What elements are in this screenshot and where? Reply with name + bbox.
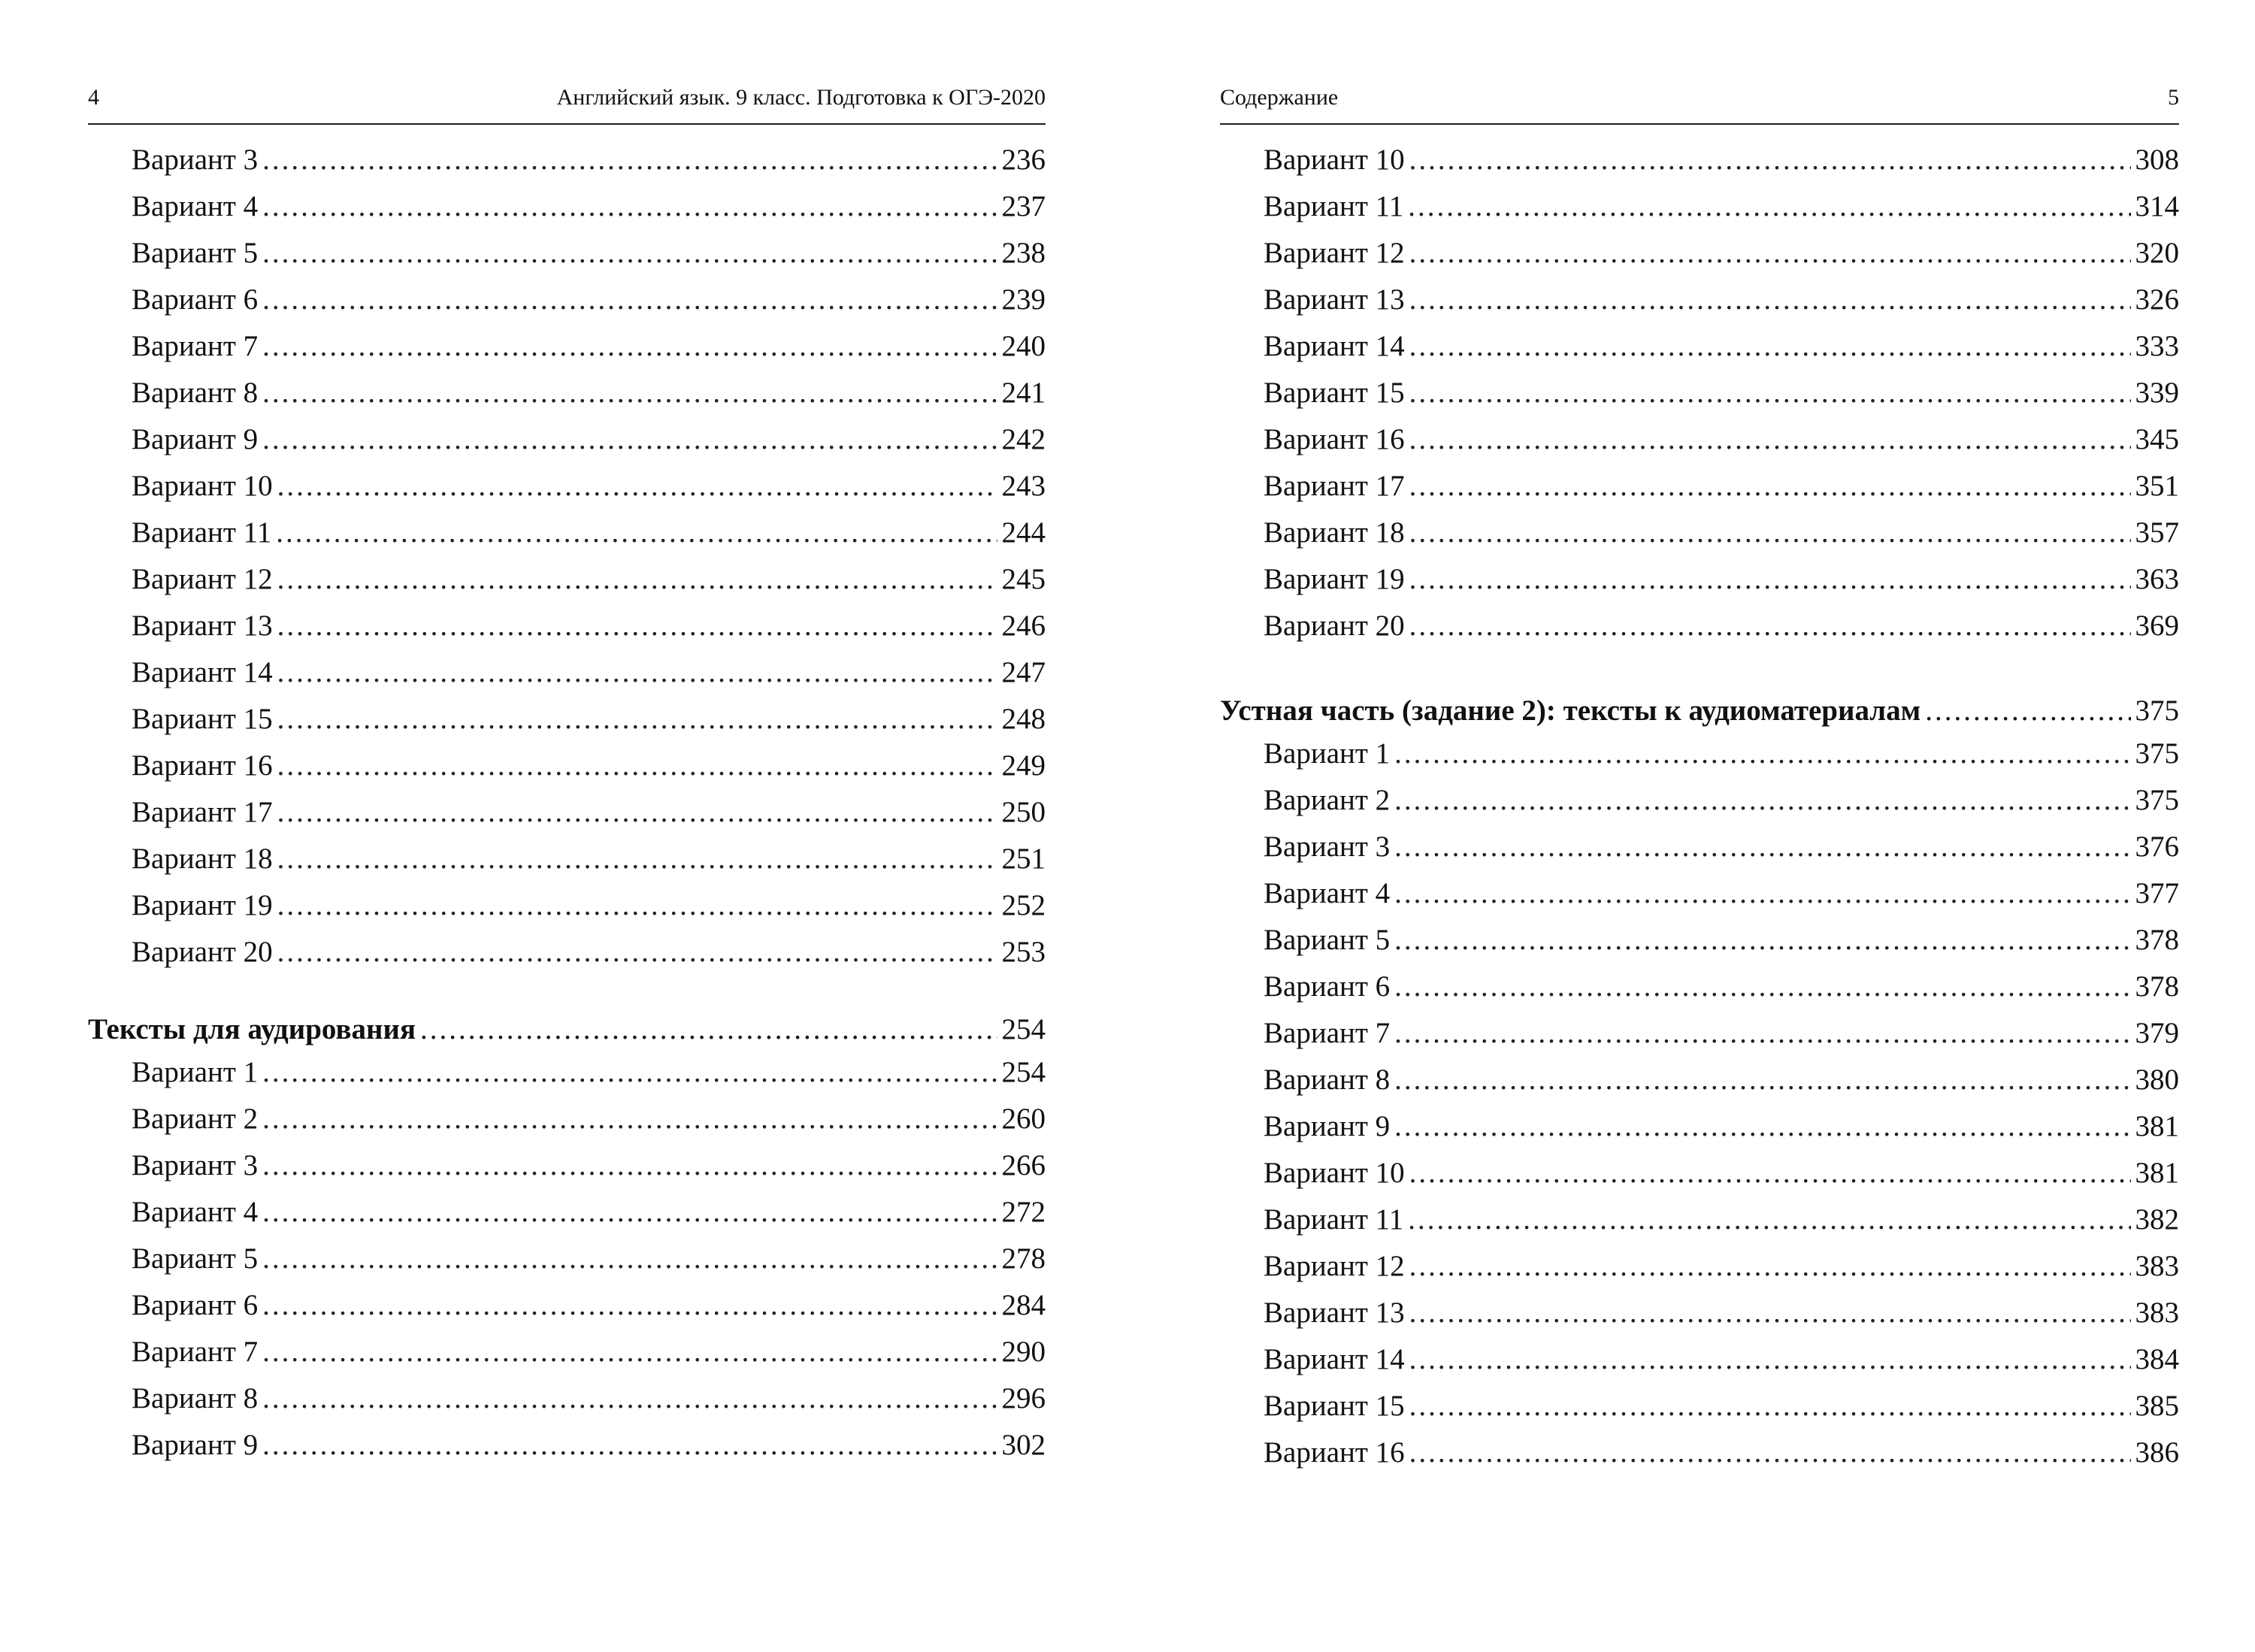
- dot-leader: [276, 510, 997, 556]
- toc-entry-page: 237: [1001, 190, 1046, 222]
- toc-entry-page: 254: [1001, 1056, 1046, 1088]
- toc-entry-page: 236: [1001, 144, 1046, 176]
- toc-entry-label: Вариант 12: [132, 563, 273, 595]
- dot-leader: [1409, 463, 2131, 510]
- toc-entry-label: Вариант 7: [132, 330, 259, 362]
- toc-entry[interactable]: [1220, 416, 2179, 463]
- toc-entry-page: 333: [2135, 330, 2179, 362]
- dot-leader: [262, 370, 997, 416]
- page-number: 4: [88, 85, 99, 110]
- toc-entry-page: 378: [2135, 970, 2179, 1003]
- dot-leader: [277, 789, 997, 836]
- toc-entry-page: 253: [1001, 936, 1046, 968]
- toc-entry-page: 326: [2135, 283, 2179, 316]
- dot-leader: [262, 1189, 997, 1236]
- dot-leader: [262, 1422, 997, 1469]
- toc-entry-label: Вариант 10: [1264, 144, 1405, 176]
- toc-entry[interactable]: [88, 743, 1046, 789]
- toc-entry[interactable]: [1220, 1243, 2179, 1290]
- toc-entry-page: 308: [2135, 144, 2179, 176]
- toc-entry-label: Вариант 4: [132, 190, 259, 222]
- toc-entry-page: 369: [2135, 610, 2179, 642]
- toc-group: [1220, 137, 2179, 649]
- running-head: [1220, 78, 2179, 125]
- toc-entry-page: 383: [2135, 1296, 2179, 1329]
- table-of-contents: [88, 137, 1046, 1469]
- toc-entry-page: 243: [1001, 470, 1046, 502]
- toc-entry[interactable]: [88, 1049, 1046, 1096]
- toc-entry-page: 296: [1001, 1382, 1046, 1414]
- toc-section-page: 375: [2135, 694, 2179, 727]
- toc-entry-label: Вариант 19: [132, 889, 273, 921]
- toc-entry-page: 339: [2135, 377, 2179, 409]
- toc-entry[interactable]: [88, 929, 1046, 976]
- toc-entry[interactable]: [1220, 917, 2179, 964]
- toc-entry-label: Вариант 4: [1264, 877, 1391, 909]
- toc-entry-label: Вариант 2: [1264, 784, 1391, 816]
- toc-entry[interactable]: [1220, 137, 2179, 183]
- toc-entry-label: Вариант 6: [132, 1289, 259, 1321]
- toc-entry[interactable]: [88, 323, 1046, 370]
- dot-leader: [1409, 370, 2131, 416]
- toc-entry-page: 320: [2135, 237, 2179, 269]
- dot-leader: [1394, 1010, 2130, 1057]
- dot-leader: [262, 277, 997, 323]
- dot-leader: [1409, 323, 2131, 370]
- toc-entry-label: Вариант 15: [1264, 377, 1405, 409]
- toc-entry-page: 375: [2135, 784, 2179, 816]
- toc-entry[interactable]: [88, 1329, 1046, 1375]
- dot-leader: [1394, 824, 2130, 870]
- toc-entry-label: Вариант 19: [1264, 563, 1405, 595]
- dot-leader: [420, 1010, 997, 1049]
- dot-leader: [262, 416, 997, 463]
- dot-leader: [262, 1375, 997, 1422]
- toc-entry-label: Вариант 8: [132, 377, 259, 409]
- dot-leader: [1409, 277, 2131, 323]
- left-page: [88, 0, 1046, 1652]
- toc-entry-label: Вариант 8: [132, 1382, 259, 1414]
- dot-leader: [277, 929, 997, 976]
- toc-group: [1220, 731, 2179, 1476]
- toc-entry-page: 240: [1001, 330, 1046, 362]
- toc-entry-label: Вариант 2: [132, 1103, 259, 1135]
- toc-entry-page: 363: [2135, 563, 2179, 595]
- toc-entry-page: 278: [1001, 1242, 1046, 1275]
- toc-entry-page: 375: [2135, 737, 2179, 770]
- toc-entry-label: Вариант 6: [132, 283, 259, 316]
- dot-leader: [277, 696, 997, 743]
- dot-leader: [1409, 416, 2131, 463]
- dot-leader: [277, 556, 997, 603]
- running-title: Содержание: [1220, 85, 1339, 110]
- dot-leader: [1409, 603, 2131, 649]
- toc-entry-label: Вариант 9: [132, 423, 259, 455]
- dot-leader: [262, 230, 997, 277]
- toc-entry-page: 351: [2135, 470, 2179, 502]
- toc-entry-page: 382: [2135, 1203, 2179, 1236]
- toc-entry[interactable]: [1220, 603, 2179, 649]
- toc-entry[interactable]: [88, 463, 1046, 510]
- running-title: Английский язык. 9 класс. Подготовка к ОГЭ-2020: [556, 85, 1046, 110]
- dot-leader: [262, 1236, 997, 1282]
- toc-entry[interactable]: [1220, 323, 2179, 370]
- toc-entry-page: 245: [1001, 563, 1046, 595]
- toc-entry[interactable]: [88, 183, 1046, 230]
- toc-entry[interactable]: [88, 230, 1046, 277]
- dot-leader: [262, 1049, 997, 1096]
- toc-entry-page: 381: [2135, 1110, 2179, 1142]
- toc-entry-page: 241: [1001, 377, 1046, 409]
- toc-entry-page: 272: [1001, 1196, 1046, 1228]
- toc-entry-page: 290: [1001, 1336, 1046, 1368]
- section-gap: [88, 976, 1046, 1010]
- toc-entry-page: 302: [1001, 1429, 1046, 1461]
- toc-entry[interactable]: [88, 556, 1046, 603]
- toc-entry-label: Вариант 12: [1264, 237, 1405, 269]
- dot-leader: [1394, 870, 2130, 917]
- toc-entry[interactable]: [1220, 1057, 2179, 1103]
- toc-entry-page: 380: [2135, 1064, 2179, 1096]
- toc-entry-label: Вариант 14: [1264, 330, 1405, 362]
- toc-entry-label: Вариант 7: [132, 1336, 259, 1368]
- toc-entry-page: 247: [1001, 656, 1046, 688]
- toc-entry-page: 248: [1001, 703, 1046, 735]
- toc-entry-page: 284: [1001, 1289, 1046, 1321]
- toc-entry-page: 379: [2135, 1017, 2179, 1049]
- toc-entry-label: Вариант 8: [1264, 1064, 1391, 1096]
- toc-entry[interactable]: [88, 370, 1046, 416]
- toc-entry-page: 357: [2135, 516, 2179, 549]
- dot-leader: [1394, 1103, 2130, 1150]
- toc-entry-page: 381: [2135, 1157, 2179, 1189]
- dot-leader: [1925, 691, 2130, 731]
- toc-entry[interactable]: [88, 603, 1046, 649]
- toc-entry[interactable]: [1220, 777, 2179, 824]
- toc-section-page: 254: [1001, 1013, 1046, 1045]
- toc-entry[interactable]: [88, 1096, 1046, 1142]
- toc-entry-label: Вариант 16: [1264, 1436, 1405, 1469]
- dot-leader: [1409, 556, 2131, 603]
- dot-leader: [277, 882, 997, 929]
- toc-entry-page: 345: [2135, 423, 2179, 455]
- toc-entry-page: 249: [1001, 749, 1046, 782]
- dot-leader: [1409, 1290, 2131, 1336]
- toc-entry-label: Вариант 17: [132, 796, 273, 828]
- toc-entry-page: 251: [1001, 843, 1046, 875]
- dot-leader: [1394, 917, 2130, 964]
- toc-entry[interactable]: [1220, 1383, 2179, 1430]
- toc-group: [88, 137, 1046, 976]
- page-number: 5: [2168, 85, 2179, 110]
- toc-entry[interactable]: [88, 1282, 1046, 1329]
- dot-leader: [1409, 1243, 2131, 1290]
- toc-entry[interactable]: [88, 649, 1046, 696]
- toc-entry[interactable]: [88, 789, 1046, 836]
- toc-entry-label: Вариант 16: [132, 749, 273, 782]
- table-of-contents: [1220, 137, 2179, 1476]
- toc-entry-label: Вариант 1: [1264, 737, 1391, 770]
- toc-entry-page: 384: [2135, 1343, 2179, 1375]
- toc-entry-page: 260: [1001, 1103, 1046, 1135]
- dot-leader: [1394, 964, 2130, 1010]
- dot-leader: [277, 603, 997, 649]
- dot-leader: [1394, 777, 2130, 824]
- toc-entry-page: 376: [2135, 831, 2179, 863]
- toc-entry-label: Вариант 20: [1264, 610, 1405, 642]
- toc-entry-label: Вариант 13: [132, 610, 273, 642]
- toc-entry-page: 239: [1001, 283, 1046, 316]
- toc-entry-page: 238: [1001, 237, 1046, 269]
- toc-entry-label: Вариант 5: [1264, 924, 1391, 956]
- dot-leader: [262, 1282, 997, 1329]
- dot-leader: [1409, 510, 2131, 556]
- toc-entry[interactable]: [1220, 183, 2179, 230]
- toc-section-heading[interactable]: [88, 1010, 1046, 1049]
- toc-group: [88, 1049, 1046, 1469]
- toc-entry[interactable]: [88, 882, 1046, 929]
- toc-entry[interactable]: [88, 277, 1046, 323]
- toc-entry-label: Вариант 7: [1264, 1017, 1391, 1049]
- dot-leader: [1409, 137, 2131, 183]
- toc-entry-page: 383: [2135, 1250, 2179, 1282]
- toc-entry-page: 378: [2135, 924, 2179, 956]
- toc-entry-label: Вариант 14: [1264, 1343, 1405, 1375]
- right-page: [1220, 0, 2179, 1652]
- toc-entry[interactable]: [1220, 463, 2179, 510]
- toc-entry-label: Вариант 10: [1264, 1157, 1405, 1189]
- dot-leader: [262, 1096, 997, 1142]
- dot-leader: [262, 137, 997, 183]
- toc-entry[interactable]: [1220, 1290, 2179, 1336]
- toc-entry[interactable]: [1220, 556, 2179, 603]
- dot-leader: [277, 743, 997, 789]
- toc-section-label: Тексты для аудирования: [88, 1013, 416, 1045]
- toc-entry-label: Вариант 5: [132, 237, 259, 269]
- toc-entry[interactable]: [1220, 1010, 2179, 1057]
- toc-entry[interactable]: [1220, 370, 2179, 416]
- toc-entry-label: Вариант 5: [132, 1242, 259, 1275]
- toc-entry[interactable]: [1220, 230, 2179, 277]
- toc-entry[interactable]: [88, 836, 1046, 882]
- toc-entry[interactable]: [1220, 731, 2179, 777]
- toc-entry[interactable]: [88, 1236, 1046, 1282]
- toc-entry[interactable]: [1220, 510, 2179, 556]
- toc-entry-label: Вариант 18: [1264, 516, 1405, 549]
- toc-entry[interactable]: [88, 1189, 1046, 1236]
- toc-entry-page: 266: [1001, 1149, 1046, 1182]
- toc-entry-label: Вариант 13: [1264, 1296, 1405, 1329]
- toc-entry-page: 242: [1001, 423, 1046, 455]
- toc-entry-label: Вариант 4: [132, 1196, 259, 1228]
- dot-leader: [277, 836, 997, 882]
- toc-entry-page: 250: [1001, 796, 1046, 828]
- dot-leader: [277, 649, 997, 696]
- toc-entry[interactable]: [88, 1422, 1046, 1469]
- toc-section-heading[interactable]: [1220, 691, 2179, 731]
- toc-entry-label: Вариант 15: [132, 703, 273, 735]
- toc-entry-page: 252: [1001, 889, 1046, 921]
- dot-leader: [1394, 731, 2130, 777]
- dot-leader: [1408, 1197, 2130, 1243]
- toc-entry[interactable]: [88, 1142, 1046, 1189]
- toc-entry[interactable]: [1220, 870, 2179, 917]
- toc-entry[interactable]: [1220, 964, 2179, 1010]
- toc-entry-label: Вариант 3: [132, 1149, 259, 1182]
- dot-leader: [262, 183, 997, 230]
- toc-entry[interactable]: [88, 416, 1046, 463]
- toc-entry-page: 314: [2135, 190, 2179, 222]
- dot-leader: [277, 463, 997, 510]
- toc-entry-page: 246: [1001, 610, 1046, 642]
- toc-entry-label: Вариант 10: [132, 470, 273, 502]
- toc-entry[interactable]: [88, 1375, 1046, 1422]
- toc-entry[interactable]: [88, 137, 1046, 183]
- toc-entry-label: Вариант 17: [1264, 470, 1405, 502]
- dot-leader: [1409, 1430, 2131, 1476]
- toc-entry-page: 386: [2135, 1436, 2179, 1469]
- toc-entry-label: Вариант 3: [1264, 831, 1391, 863]
- toc-entry-page: 377: [2135, 877, 2179, 909]
- toc-entry-label: Вариант 6: [1264, 970, 1391, 1003]
- dot-leader: [1409, 1336, 2131, 1383]
- toc-entry-label: Вариант 9: [132, 1429, 259, 1461]
- toc-entry-label: Вариант 18: [132, 843, 273, 875]
- toc-entry-label: Вариант 20: [132, 936, 273, 968]
- toc-entry-label: Вариант 11: [132, 516, 272, 549]
- dot-leader: [262, 1142, 997, 1189]
- toc-entry[interactable]: [1220, 277, 2179, 323]
- toc-entry[interactable]: [1220, 1336, 2179, 1383]
- toc-entry[interactable]: [1220, 1430, 2179, 1476]
- dot-leader: [1409, 230, 2131, 277]
- toc-entry-label: Вариант 13: [1264, 283, 1405, 316]
- toc-section-label: Устная часть (задание 2): тексты к аудиоматериалам: [1220, 694, 1921, 727]
- toc-entry-page: 244: [1001, 516, 1046, 549]
- dot-leader: [262, 1329, 997, 1375]
- toc-entry-label: Вариант 11: [1264, 1203, 1404, 1236]
- dot-leader: [1409, 1150, 2131, 1197]
- dot-leader: [1408, 183, 2130, 230]
- running-head: [88, 78, 1046, 125]
- toc-entry-label: Вариант 9: [1264, 1110, 1391, 1142]
- toc-entry[interactable]: [1220, 824, 2179, 870]
- toc-entry-page: 385: [2135, 1390, 2179, 1422]
- dot-leader: [1394, 1057, 2130, 1103]
- dot-leader: [262, 323, 997, 370]
- toc-entry-label: Вариант 1: [132, 1056, 259, 1088]
- toc-entry[interactable]: [1220, 1150, 2179, 1197]
- toc-entry[interactable]: [88, 510, 1046, 556]
- toc-entry-label: Вариант 12: [1264, 1250, 1405, 1282]
- toc-entry[interactable]: [1220, 1197, 2179, 1243]
- toc-entry-label: Вариант 16: [1264, 423, 1405, 455]
- toc-entry-label: Вариант 3: [132, 144, 259, 176]
- section-gap: [1220, 649, 2179, 691]
- toc-entry-label: Вариант 11: [1264, 190, 1404, 222]
- toc-entry[interactable]: [1220, 1103, 2179, 1150]
- toc-entry-label: Вариант 14: [132, 656, 273, 688]
- dot-leader: [1409, 1383, 2131, 1430]
- toc-entry[interactable]: [88, 696, 1046, 743]
- toc-entry-label: Вариант 15: [1264, 1390, 1405, 1422]
